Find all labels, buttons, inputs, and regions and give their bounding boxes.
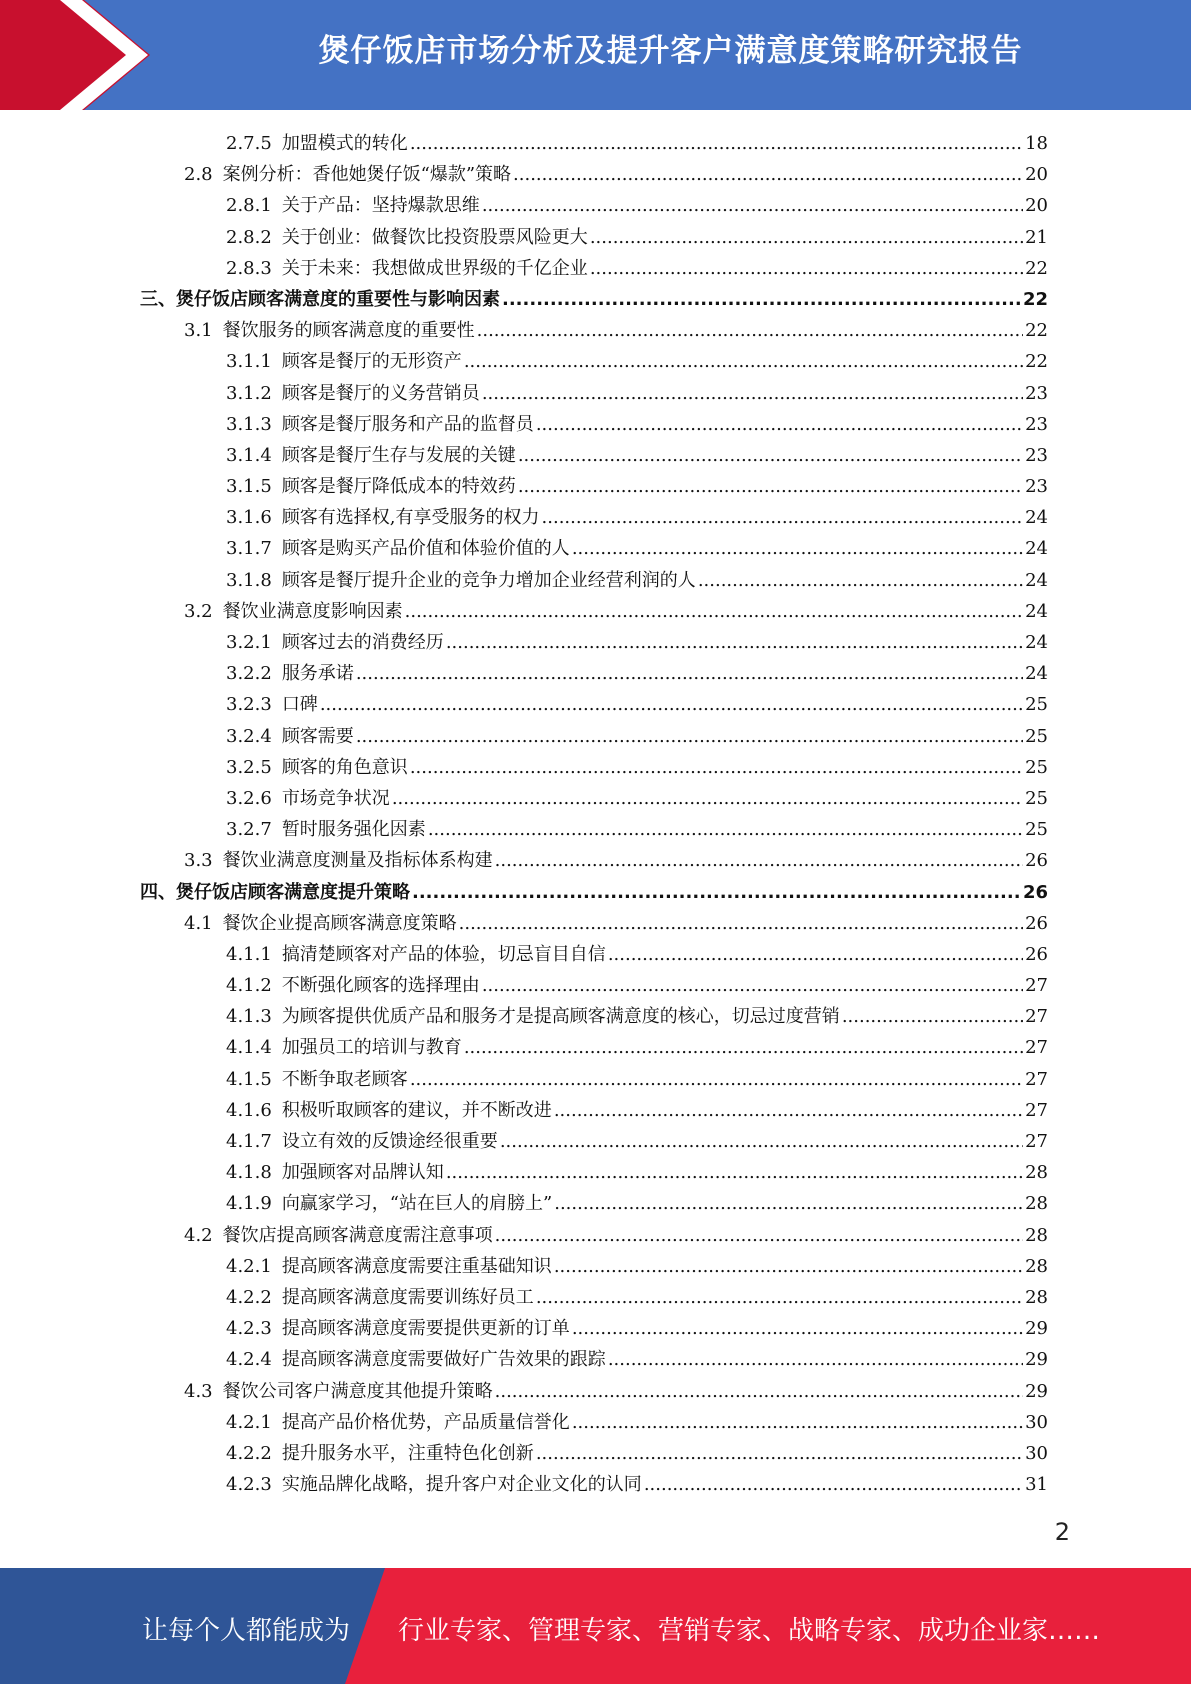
toc-dot-leader bbox=[513, 159, 1023, 190]
toc-entry-text: 市场竞争状况 bbox=[281, 787, 390, 809]
toc-entry-text: 餐饮企业提高顾客满意度策略 bbox=[222, 912, 457, 934]
toc-entry-text: 加强员工的培训与教育 bbox=[281, 1037, 462, 1059]
toc-entry-label bbox=[226, 1313, 570, 1344]
toc-entry[interactable] bbox=[140, 689, 1048, 720]
toc-entry[interactable] bbox=[140, 1407, 1048, 1438]
toc-entry[interactable] bbox=[140, 970, 1048, 1001]
toc-entry-page: 24 bbox=[1025, 538, 1048, 560]
toc-entry[interactable] bbox=[140, 1282, 1048, 1313]
toc-entry[interactable] bbox=[140, 1344, 1048, 1375]
toc-entry-page: 27 bbox=[1025, 1068, 1048, 1090]
toc-dot-leader bbox=[554, 1095, 1023, 1126]
toc-entry-page: 22 bbox=[1025, 320, 1048, 342]
toc-entry-text: 餐饮业满意度影响因素 bbox=[222, 600, 403, 622]
toc-entry-page: 27 bbox=[1025, 975, 1048, 997]
toc-entry-text: 提高顾客满意度需要做好广告效果的跟踪 bbox=[281, 1349, 606, 1371]
toc-entry-label bbox=[226, 1157, 444, 1188]
toc-entry-page: 28 bbox=[1025, 1286, 1048, 1308]
toc-entry-number: 3.3 bbox=[184, 850, 213, 872]
toc-entry-text: 四、煲仔饭店顾客满意度提升策略 bbox=[140, 881, 410, 903]
toc-entry[interactable] bbox=[140, 346, 1048, 377]
toc-entry-page: 30 bbox=[1025, 1411, 1048, 1433]
toc-entry-page: 27 bbox=[1025, 1037, 1048, 1059]
toc-entry[interactable] bbox=[140, 565, 1048, 596]
toc-dot-leader bbox=[518, 471, 1023, 502]
toc-entry[interactable] bbox=[140, 721, 1048, 752]
toc-entry-label bbox=[226, 627, 444, 658]
toc-entry-text: 顾客过去的消费经历 bbox=[281, 632, 444, 653]
toc-entry[interactable] bbox=[140, 159, 1048, 190]
toc-entry-number: 4.2.4 bbox=[226, 1349, 272, 1371]
toc-entry-text: 关于未来：我想做成世界级的千亿企业 bbox=[281, 257, 588, 279]
toc-entry[interactable] bbox=[140, 315, 1048, 346]
toc-entry-page: 28 bbox=[1025, 1255, 1048, 1277]
toc-entry-label bbox=[226, 1282, 534, 1313]
toc-dot-leader bbox=[590, 222, 1023, 253]
toc-entry-page: 28 bbox=[1025, 1162, 1048, 1184]
toc-entry-page: 24 bbox=[1025, 569, 1048, 591]
toc-entry-label bbox=[226, 970, 480, 1001]
toc-entry-page: 29 bbox=[1025, 1349, 1048, 1371]
toc-entry-number: 4.2.2 bbox=[226, 1442, 272, 1464]
toc-entry[interactable] bbox=[140, 1469, 1048, 1500]
toc-dot-leader bbox=[554, 1188, 1023, 1219]
toc-entry-label bbox=[226, 1001, 840, 1032]
toc-entry-label bbox=[226, 253, 588, 284]
footer-slogan-right: 行业专家、管理专家、营销专家、战略专家、成功企业家…… bbox=[398, 1616, 1101, 1646]
toc-entry-number: 2.8.1 bbox=[226, 195, 272, 217]
toc-entry-label bbox=[184, 908, 457, 939]
toc-entry-text: 暂时服务强化因素 bbox=[281, 819, 426, 841]
toc-entry-number: 3.2.2 bbox=[226, 663, 272, 685]
toc-entry[interactable] bbox=[140, 190, 1048, 221]
toc-entry-label bbox=[226, 721, 354, 752]
toc-entry-label bbox=[184, 159, 511, 190]
toc-entry-page: 24 bbox=[1025, 507, 1048, 529]
toc-entry[interactable] bbox=[140, 533, 1048, 564]
toc-entry-page: 28 bbox=[1025, 1193, 1048, 1215]
toc-entry-number: 3.1.1 bbox=[226, 351, 272, 373]
toc-entry-number: 3.2.4 bbox=[226, 725, 272, 747]
toc-entry-number: 3.1.6 bbox=[226, 507, 272, 529]
toc-entry-page: 26 bbox=[1025, 912, 1048, 934]
toc-entry[interactable] bbox=[140, 939, 1048, 970]
toc-entry-page: 20 bbox=[1025, 195, 1048, 217]
toc-entry-label bbox=[226, 814, 426, 845]
toc-entry-label bbox=[226, 689, 318, 720]
toc-dot-leader bbox=[446, 627, 1023, 658]
toc-dot-leader bbox=[495, 845, 1023, 876]
toc-dot-leader bbox=[542, 502, 1024, 533]
toc-entry-number: 4.2.3 bbox=[226, 1474, 272, 1496]
toc-entry-number: 3.2.7 bbox=[226, 819, 272, 841]
toc-entry-text: 顾客需要 bbox=[281, 725, 354, 747]
toc-entry-number: 3.2 bbox=[184, 600, 213, 622]
toc-entry-text: 案例分析：香他她煲仔饭“爆款”策略 bbox=[222, 164, 512, 186]
toc-entry-number: 3.1.4 bbox=[226, 444, 272, 466]
toc-dot-leader bbox=[518, 440, 1023, 471]
toc-entry[interactable] bbox=[140, 1126, 1048, 1157]
footer-slogan-left: 让每个人都能成为 bbox=[142, 1616, 351, 1646]
toc-entry-text: 口碑 bbox=[281, 694, 318, 716]
toc-dot-leader bbox=[698, 565, 1023, 596]
toc-entry[interactable] bbox=[140, 128, 1048, 159]
toc-dot-leader bbox=[500, 1126, 1023, 1157]
toc-entry-label bbox=[226, 471, 516, 502]
toc-dot-leader bbox=[392, 783, 1023, 814]
toc-entry-page: 22 bbox=[1025, 257, 1048, 279]
toc-entry-label bbox=[226, 440, 516, 471]
toc-entry[interactable] bbox=[140, 1032, 1048, 1063]
toc-entry[interactable] bbox=[140, 1376, 1048, 1407]
toc-entry-text: 顾客是餐厅的义务营销员 bbox=[281, 382, 480, 404]
toc-entry-label bbox=[226, 1407, 570, 1438]
toc-dot-leader bbox=[502, 284, 1021, 315]
toc-entry[interactable] bbox=[140, 471, 1048, 502]
toc-entry[interactable] bbox=[140, 783, 1048, 814]
toc-entry[interactable] bbox=[140, 596, 1048, 627]
toc-entry-text: 顾客是餐厅提升企业的竞争力增加企业经营利润的人 bbox=[281, 569, 696, 591]
toc-dot-leader bbox=[842, 1001, 1023, 1032]
toc-entry-label bbox=[226, 1032, 462, 1063]
toc-entry-number: 4.2.1 bbox=[226, 1255, 272, 1277]
toc-dot-leader bbox=[482, 970, 1023, 1001]
toc-entry-text: 顾客的角色意识 bbox=[281, 756, 408, 778]
toc-dot-leader bbox=[572, 1407, 1023, 1438]
toc-entry-text: 加盟模式的转化 bbox=[281, 133, 408, 154]
toc-entry-text: 设立有效的反馈途经很重要 bbox=[281, 1131, 498, 1152]
toc-entry-number: 2.8.2 bbox=[226, 226, 272, 248]
toc-dot-leader bbox=[495, 1376, 1023, 1407]
toc-entry-number: 4.1.8 bbox=[226, 1162, 272, 1184]
toc-entry-text: 不断争取老顾客 bbox=[281, 1068, 408, 1090]
toc-entry-page: 23 bbox=[1025, 413, 1048, 435]
toc-entry-page: 25 bbox=[1025, 756, 1048, 778]
report-title: 煲仔饭店市场分析及提升客户满意度策略研究报告 bbox=[318, 33, 1023, 69]
toc-entry-number: 4.1.5 bbox=[226, 1068, 272, 1090]
toc-entry[interactable] bbox=[140, 222, 1048, 253]
toc-entry-page: 27 bbox=[1025, 1006, 1048, 1028]
toc-entry-page: 21 bbox=[1025, 226, 1048, 248]
toc-entry-text: 提高顾客满意度需要注重基础知识 bbox=[281, 1255, 552, 1277]
toc-entry-text: 提高顾客满意度需要提供更新的订单 bbox=[281, 1318, 570, 1340]
toc-entry-label bbox=[226, 502, 540, 533]
toc-entry-number: 3.1.7 bbox=[226, 538, 272, 560]
toc-entry[interactable] bbox=[140, 440, 1048, 471]
toc-entry-number: 3.1.5 bbox=[226, 476, 272, 498]
toc-dot-leader bbox=[608, 939, 1023, 970]
toc-entry-label bbox=[226, 190, 480, 221]
toc-dot-leader bbox=[464, 1032, 1023, 1063]
toc-entry-page: 24 bbox=[1025, 600, 1048, 622]
toc-entry-number: 4.2.3 bbox=[226, 1318, 272, 1340]
toc-entry-number: 3.2.1 bbox=[226, 632, 272, 653]
toc-entry-page: 31 bbox=[1025, 1474, 1048, 1496]
toc-dot-leader bbox=[572, 1313, 1023, 1344]
toc-entry[interactable] bbox=[140, 1157, 1048, 1188]
toc-dot-leader bbox=[320, 689, 1023, 720]
toc-entry-number: 4.1.2 bbox=[226, 975, 272, 997]
toc-entry-page: 26 bbox=[1025, 850, 1048, 872]
toc-dot-leader bbox=[608, 1344, 1023, 1375]
table-of-contents bbox=[140, 128, 1048, 1500]
toc-entry[interactable] bbox=[140, 284, 1048, 315]
toc-entry-label bbox=[226, 658, 354, 689]
toc-dot-leader bbox=[644, 1469, 1023, 1500]
toc-entry-page: 25 bbox=[1025, 725, 1048, 747]
toc-entry[interactable] bbox=[140, 627, 1048, 658]
toc-entry[interactable] bbox=[140, 658, 1048, 689]
toc-entry-label bbox=[226, 378, 480, 409]
toc-entry-label bbox=[184, 1376, 493, 1407]
toc-entry-number: 4.1.4 bbox=[226, 1037, 272, 1059]
toc-entry-text: 顾客有选择权,有享受服务的权力 bbox=[281, 507, 540, 529]
toc-dot-leader bbox=[428, 814, 1023, 845]
toc-entry-page: 23 bbox=[1025, 444, 1048, 466]
toc-entry-label bbox=[226, 783, 390, 814]
toc-dot-leader bbox=[412, 877, 1021, 908]
toc-entry[interactable] bbox=[140, 845, 1048, 876]
toc-entry-number: 3.1 bbox=[184, 320, 213, 342]
toc-entry[interactable] bbox=[140, 502, 1048, 533]
page-number: 2 bbox=[1054, 1518, 1070, 1546]
toc-entry-text: 为顾客提供优质产品和服务才是提高顾客满意度的核心，切忌过度营销 bbox=[281, 1006, 840, 1028]
toc-entry-number: 2.8 bbox=[184, 164, 213, 186]
toc-entry[interactable] bbox=[140, 1001, 1048, 1032]
toc-entry-label bbox=[140, 877, 410, 908]
toc-entry[interactable] bbox=[140, 814, 1048, 845]
toc-entry-number: 4.1.6 bbox=[226, 1099, 272, 1121]
toc-entry-number: 4.2.1 bbox=[226, 1411, 272, 1433]
toc-entry-text: 加强顾客对品牌认知 bbox=[281, 1162, 444, 1184]
toc-entry-label bbox=[226, 939, 606, 970]
toc-entry-text: 三、煲仔饭店顾客满意度的重要性与影响因素 bbox=[140, 288, 500, 310]
toc-entry[interactable] bbox=[140, 1251, 1048, 1282]
toc-entry-text: 顾客是餐厅降低成本的特效药 bbox=[281, 476, 516, 498]
toc-entry-number: 2.7.5 bbox=[226, 133, 272, 154]
toc-entry[interactable] bbox=[140, 253, 1048, 284]
toc-entry-label bbox=[226, 1438, 534, 1469]
toc-dot-leader bbox=[356, 658, 1023, 689]
toc-entry-label bbox=[226, 1126, 498, 1157]
toc-entry-text: 顾客是餐厅的无形资产 bbox=[281, 351, 462, 373]
toc-entry-text: 顾客是购买产品价值和体验价值的人 bbox=[281, 538, 570, 560]
toc-entry-number: 4.1.9 bbox=[226, 1193, 272, 1215]
toc-entry-label bbox=[226, 409, 534, 440]
toc-entry[interactable] bbox=[140, 1220, 1048, 1251]
toc-entry[interactable] bbox=[140, 877, 1048, 908]
toc-entry-text: 关于产品：坚持爆款思维 bbox=[281, 195, 480, 217]
toc-entry-label bbox=[184, 1220, 493, 1251]
toc-entry-label bbox=[226, 752, 408, 783]
toc-entry-page: 24 bbox=[1025, 663, 1048, 685]
toc-entry-page: 22 bbox=[1022, 288, 1048, 310]
toc-entry-number: 4.1 bbox=[184, 912, 213, 934]
toc-entry-page: 29 bbox=[1025, 1380, 1048, 1402]
toc-entry-text: 顾客是餐厅服务和产品的监督员 bbox=[281, 413, 534, 435]
toc-dot-leader bbox=[536, 1438, 1023, 1469]
toc-entry-label bbox=[226, 565, 696, 596]
toc-entry[interactable] bbox=[140, 1313, 1048, 1344]
toc-dot-leader bbox=[356, 721, 1023, 752]
toc-entry[interactable] bbox=[140, 1438, 1048, 1469]
toc-dot-leader bbox=[405, 596, 1023, 627]
toc-entry-label bbox=[226, 1064, 408, 1095]
toc-entry-text: 餐饮服务的顾客满意度的重要性 bbox=[222, 320, 475, 342]
toc-entry-number: 4.1.1 bbox=[226, 943, 272, 965]
toc-entry-label bbox=[226, 1095, 552, 1126]
toc-dot-leader bbox=[590, 253, 1023, 284]
toc-dot-leader bbox=[482, 378, 1023, 409]
toc-entry-number: 4.1.3 bbox=[226, 1006, 272, 1028]
toc-entry-text: 积极听取顾客的建议，并不断改进 bbox=[281, 1099, 552, 1121]
toc-entry-text: 提高顾客满意度需要训练好员工 bbox=[281, 1286, 534, 1308]
toc-entry-label bbox=[226, 346, 462, 377]
toc-entry-page: 27 bbox=[1025, 1131, 1048, 1152]
toc-entry-text: 提高产品价格优势，产品质量信誉化 bbox=[281, 1411, 570, 1433]
toc-entry-page: 23 bbox=[1025, 476, 1048, 498]
toc-entry-text: 实施品牌化战略，提升客户对企业文化的认同 bbox=[281, 1474, 642, 1496]
toc-dot-leader bbox=[477, 315, 1023, 346]
toc-entry-text: 搞清楚顾客对产品的体验，切忌盲目自信 bbox=[281, 943, 606, 965]
toc-entry-page: 27 bbox=[1025, 1099, 1048, 1121]
toc-entry-label bbox=[226, 1469, 642, 1500]
toc-entry-text: 不断强化顾客的选择理由 bbox=[281, 975, 480, 997]
toc-entry[interactable] bbox=[140, 409, 1048, 440]
toc-entry-number: 4.3 bbox=[184, 1380, 213, 1402]
toc-dot-leader bbox=[410, 128, 1023, 159]
toc-dot-leader bbox=[536, 1282, 1023, 1313]
toc-entry-label bbox=[226, 1188, 552, 1219]
toc-entry-text: 关于创业：做餐饮比投资股票风险更大 bbox=[281, 226, 588, 248]
toc-dot-leader bbox=[572, 533, 1023, 564]
toc-entry-page: 24 bbox=[1025, 632, 1048, 653]
toc-entry-page: 25 bbox=[1025, 819, 1048, 841]
toc-entry[interactable] bbox=[140, 908, 1048, 939]
toc-entry-text: 餐饮公司客户满意度其他提升策略 bbox=[222, 1380, 493, 1402]
toc-entry-label bbox=[226, 1251, 552, 1282]
toc-entry-text: 提升服务水平，注重特色化创新 bbox=[281, 1442, 534, 1464]
toc-dot-leader bbox=[482, 190, 1023, 221]
toc-dot-leader bbox=[554, 1251, 1023, 1282]
toc-entry-number: 3.1.2 bbox=[226, 382, 272, 404]
toc-entry-label bbox=[184, 845, 493, 876]
toc-entry-number: 3.2.5 bbox=[226, 756, 272, 778]
toc-entry-page: 29 bbox=[1025, 1318, 1048, 1340]
toc-entry-text: 餐饮业满意度测量及指标体系构建 bbox=[222, 850, 493, 872]
toc-entry-text: 顾客是餐厅生存与发展的关键 bbox=[281, 444, 516, 466]
toc-entry-label bbox=[140, 284, 500, 315]
toc-entry-page: 26 bbox=[1025, 943, 1048, 965]
toc-entry-label bbox=[226, 533, 570, 564]
page-footer bbox=[0, 1568, 1191, 1684]
toc-dot-leader bbox=[410, 1064, 1023, 1095]
toc-entry-number: 3.2.6 bbox=[226, 787, 272, 809]
toc-entry-page: 30 bbox=[1025, 1442, 1048, 1464]
toc-entry-label bbox=[226, 222, 588, 253]
toc-entry[interactable] bbox=[140, 1188, 1048, 1219]
toc-entry[interactable] bbox=[140, 378, 1048, 409]
toc-entry-label bbox=[226, 1344, 606, 1375]
toc-entry-text: 向赢家学习，“站在巨人的肩膀上” bbox=[281, 1193, 553, 1215]
toc-entry[interactable] bbox=[140, 1064, 1048, 1095]
page-header bbox=[0, 0, 1191, 110]
toc-entry-label bbox=[226, 128, 408, 159]
toc-entry-text: 餐饮店提高顾客满意度需注意事项 bbox=[222, 1224, 493, 1246]
toc-entry-page: 25 bbox=[1025, 694, 1048, 716]
toc-entry-number: 3.2.3 bbox=[226, 694, 272, 716]
toc-entry-page: 26 bbox=[1022, 881, 1048, 903]
toc-entry-text: 服务承诺 bbox=[281, 663, 354, 685]
toc-entry-number: 4.2.2 bbox=[226, 1286, 272, 1308]
toc-entry-label bbox=[184, 596, 403, 627]
toc-dot-leader bbox=[459, 908, 1023, 939]
toc-entry-number: 3.1.8 bbox=[226, 569, 272, 591]
toc-entry-page: 25 bbox=[1025, 787, 1048, 809]
toc-entry-number: 4.2 bbox=[184, 1224, 213, 1246]
toc-entry-number: 4.1.7 bbox=[226, 1131, 272, 1152]
toc-entry-page: 20 bbox=[1025, 164, 1048, 186]
toc-dot-leader bbox=[495, 1220, 1023, 1251]
toc-dot-leader bbox=[464, 346, 1023, 377]
toc-dot-leader bbox=[410, 752, 1023, 783]
toc-entry[interactable] bbox=[140, 1095, 1048, 1126]
toc-entry-page: 22 bbox=[1025, 351, 1048, 373]
toc-entry-page: 28 bbox=[1025, 1224, 1048, 1246]
toc-entry[interactable] bbox=[140, 752, 1048, 783]
toc-entry-label bbox=[184, 315, 475, 346]
toc-entry-number: 2.8.3 bbox=[226, 257, 272, 279]
toc-entry-number: 3.1.3 bbox=[226, 413, 272, 435]
toc-entry-page: 23 bbox=[1025, 382, 1048, 404]
toc-entry-page: 18 bbox=[1025, 133, 1048, 154]
toc-dot-leader bbox=[536, 409, 1023, 440]
toc-dot-leader bbox=[446, 1157, 1023, 1188]
